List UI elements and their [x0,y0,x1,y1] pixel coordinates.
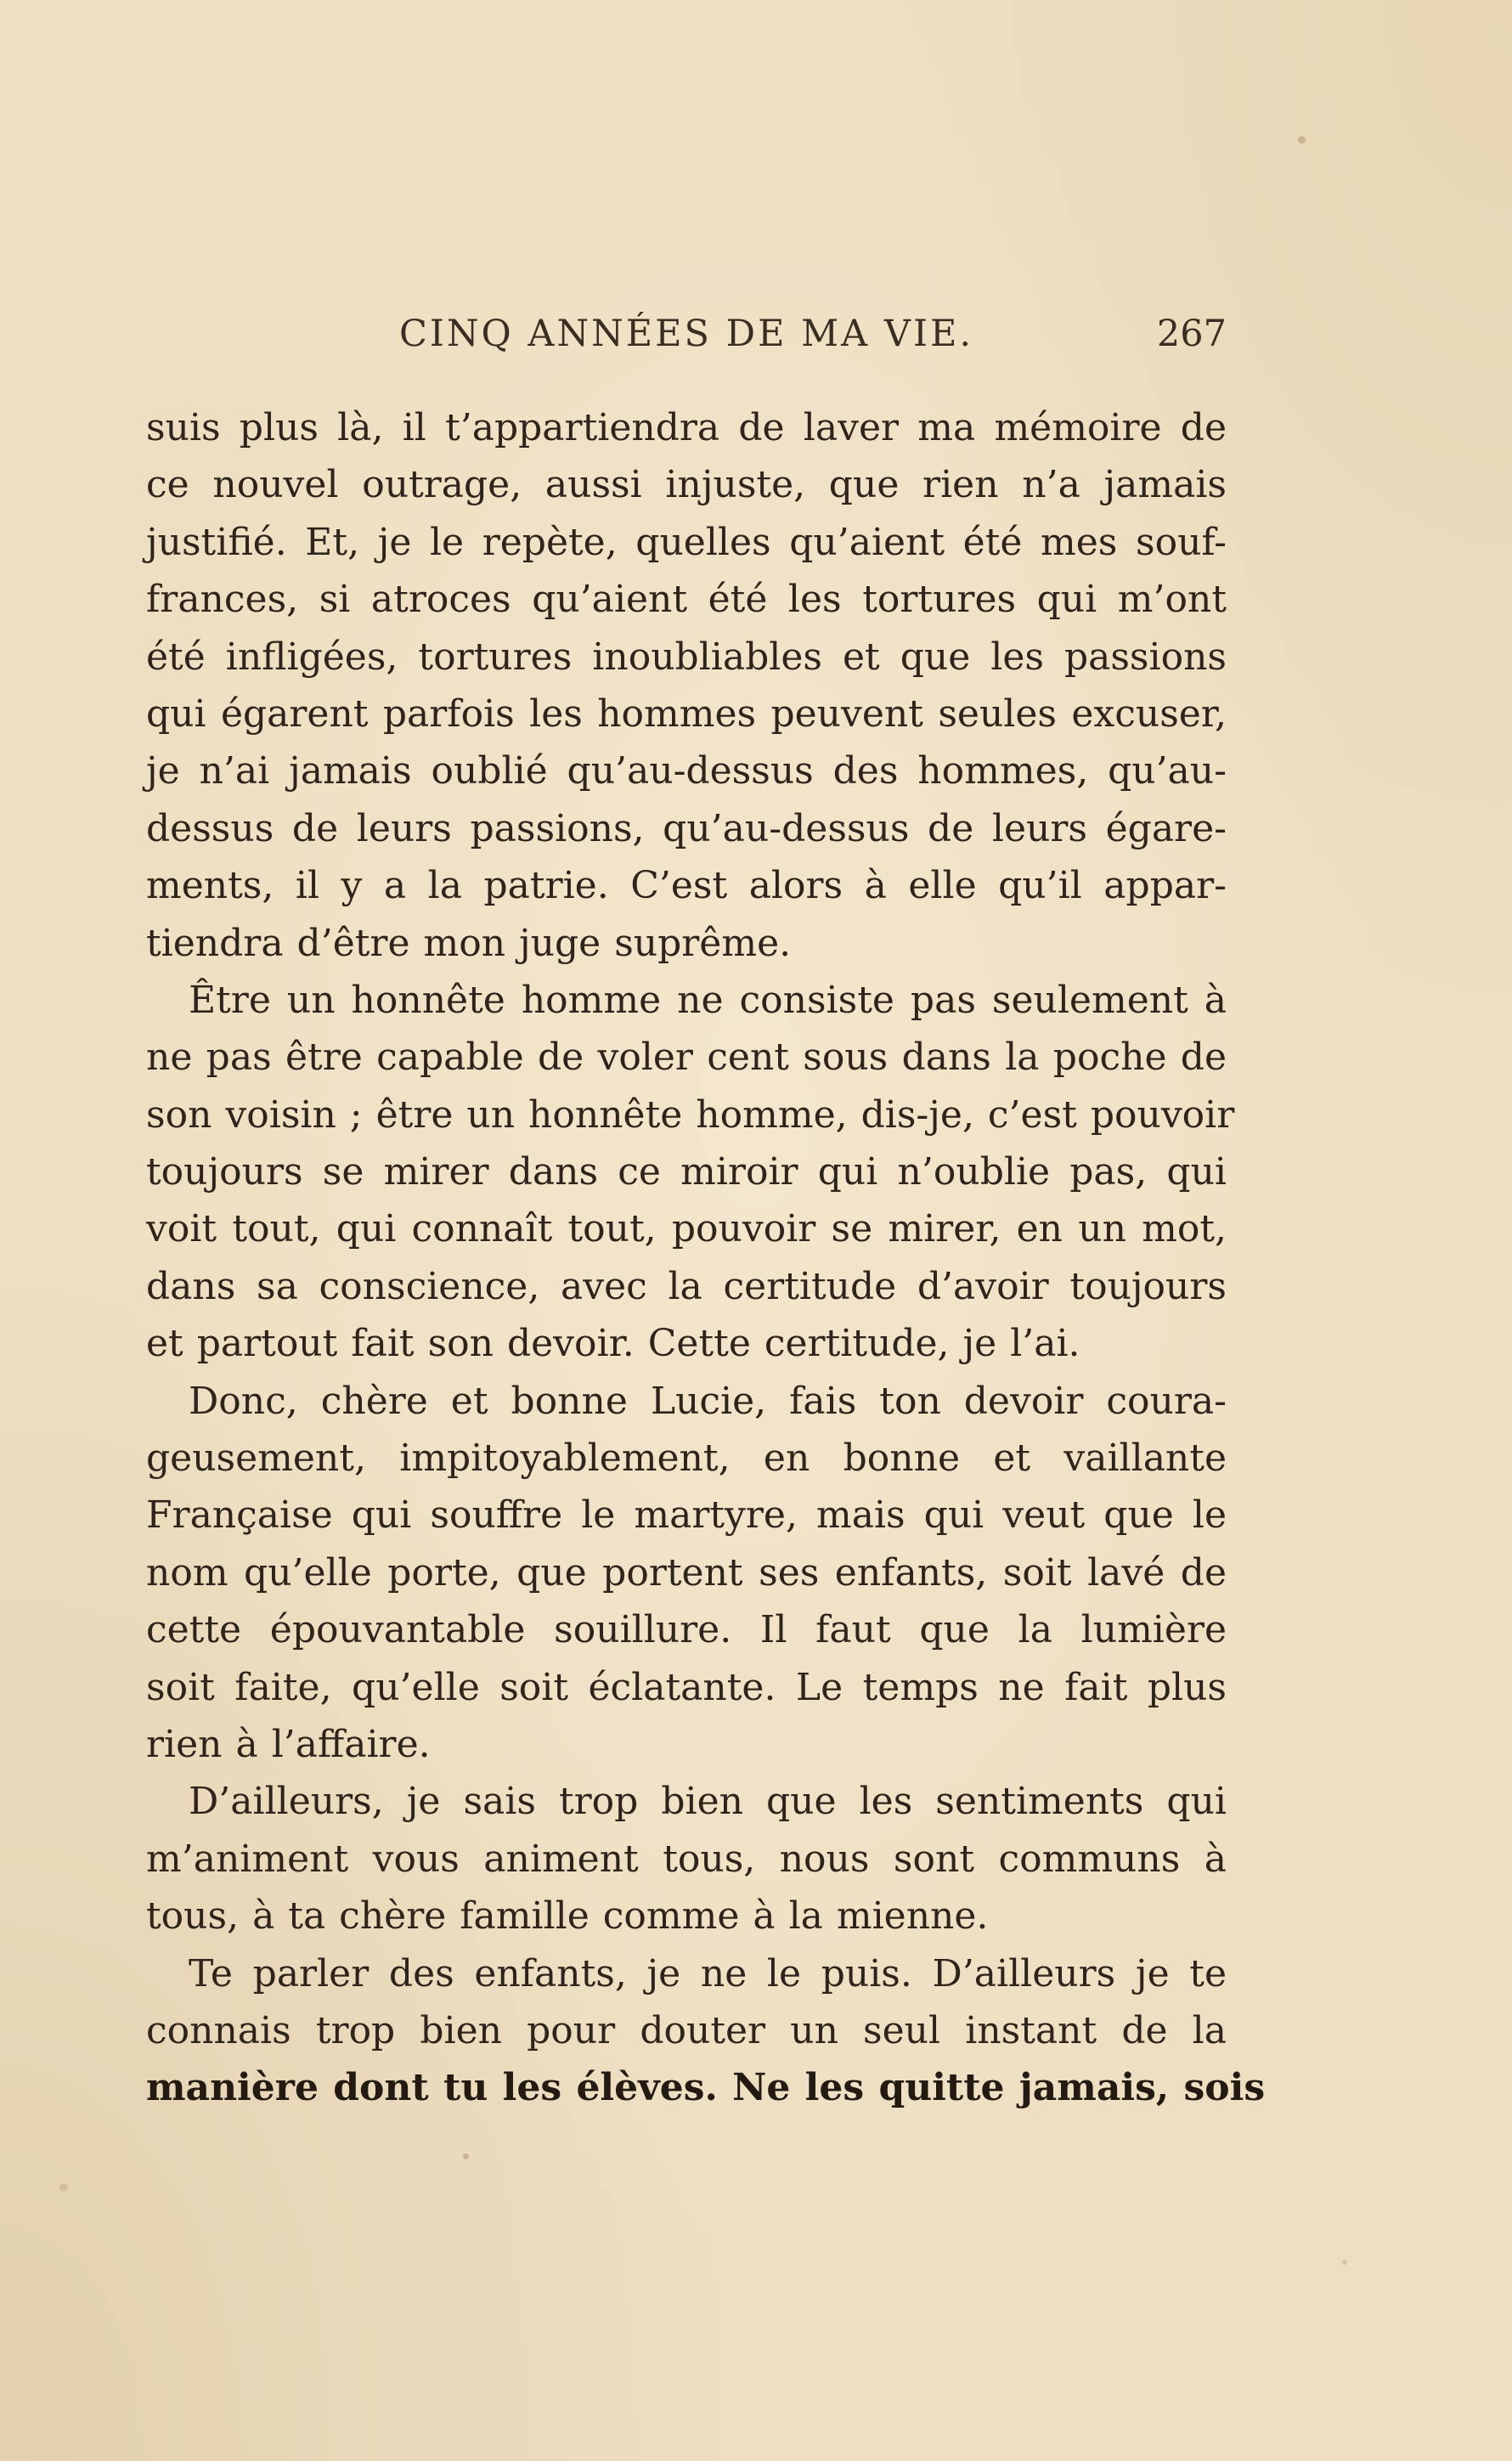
text-line: rien à l’affaire. [146,1722,431,1766]
text-line: frances, si atroces qu’aient été les tortures qui m’ont [146,578,1227,622]
paragraph-start-line: Être un honnête homme ne consiste pas seulement à [189,978,1227,1022]
text-line: suis plus là, il t’appartiendra de laver ma mémoire de [146,406,1227,449]
text-line: dans sa conscience, avec la certitude d’avoir toujours [146,1264,1227,1308]
text-line: ments, il y a la patrie. C’est alors à elle qu’il appar- [146,864,1227,908]
running-head [146,313,1227,364]
paper-speck [59,2183,68,2192]
text-line: tiendra d’être mon juge suprême. [146,921,792,965]
paper-speck [1298,136,1306,144]
paper-speck [1342,2260,1347,2265]
text-line: justifié. Et, je le repète, quelles qu’aient été mes souf- [146,520,1227,564]
paper-speck [463,2153,469,2159]
paragraph-start-line: Donc, chère et bonne Lucie, fais ton devoir coura- [189,1379,1227,1423]
page-number: 267 [1156,313,1227,355]
text-line: voit tout, qui connaît tout, pouvoir se mirer, en un mot, [146,1207,1227,1251]
text-line: tous, à ta chère famille comme à la mienne. [146,1894,989,1939]
text-line: son voisin ; être un honnête homme, dis-je, c’est pouvoir [146,1092,1235,1137]
text-line: geusement, impitoyablement, en bonne et vaillante [146,1437,1227,1481]
text-line: nom qu’elle porte, que portent ses enfants, soit lavé de [146,1550,1227,1595]
text-line: ne pas être capable de voler cent sous dans la poche de [146,1036,1227,1080]
text-line: m’animent vous animent tous, nous sont communs à [146,1837,1227,1881]
paragraph-start-line: D’ailleurs, je sais trop bien que les sentiments qui [189,1780,1227,1824]
text-line: dessus de leurs passions, qu’au-dessus de leurs égare- [146,806,1227,850]
text-line: cette épouvantable souillure. Il faut que la lumière [146,1608,1227,1652]
text-line: qui égarent parfois les hommes peuvent seules excuser, [146,691,1227,736]
body-text [146,399,1266,2117]
text-line: soit faite, qu’elle soit éclatante. Le temps ne fait plus [146,1665,1227,1709]
text-line: Française qui souffre le martyre, mais qui veut que le [146,1493,1227,1538]
text-line: toujours se mirer dans ce miroir qui n’oublie pas, qui [146,1150,1227,1194]
text-line: connais trop bien pour douter un seul instant de la [146,2008,1227,2052]
paragraph-start-line: Te parler des enfants, je ne le puis. D’ailleurs je te [189,1951,1227,1995]
text-line: je n’ai jamais oublié qu’au-dessus des hommes, qu’au- [146,749,1227,793]
text-line: été infligées, tortures inoubliables et que les passions [146,635,1227,679]
text-line: ce nouvel outrage, aussi injuste, que rien n’a jamais [146,463,1227,507]
text-line: et partout fait son devoir. Cette certitude, je l’ai. [146,1322,1080,1366]
text-line: manière dont tu les élèves. Ne les quitte jamais, sois [146,2066,1266,2110]
running-title: CINQ ANNÉES DE MA VIE. [398,313,974,355]
